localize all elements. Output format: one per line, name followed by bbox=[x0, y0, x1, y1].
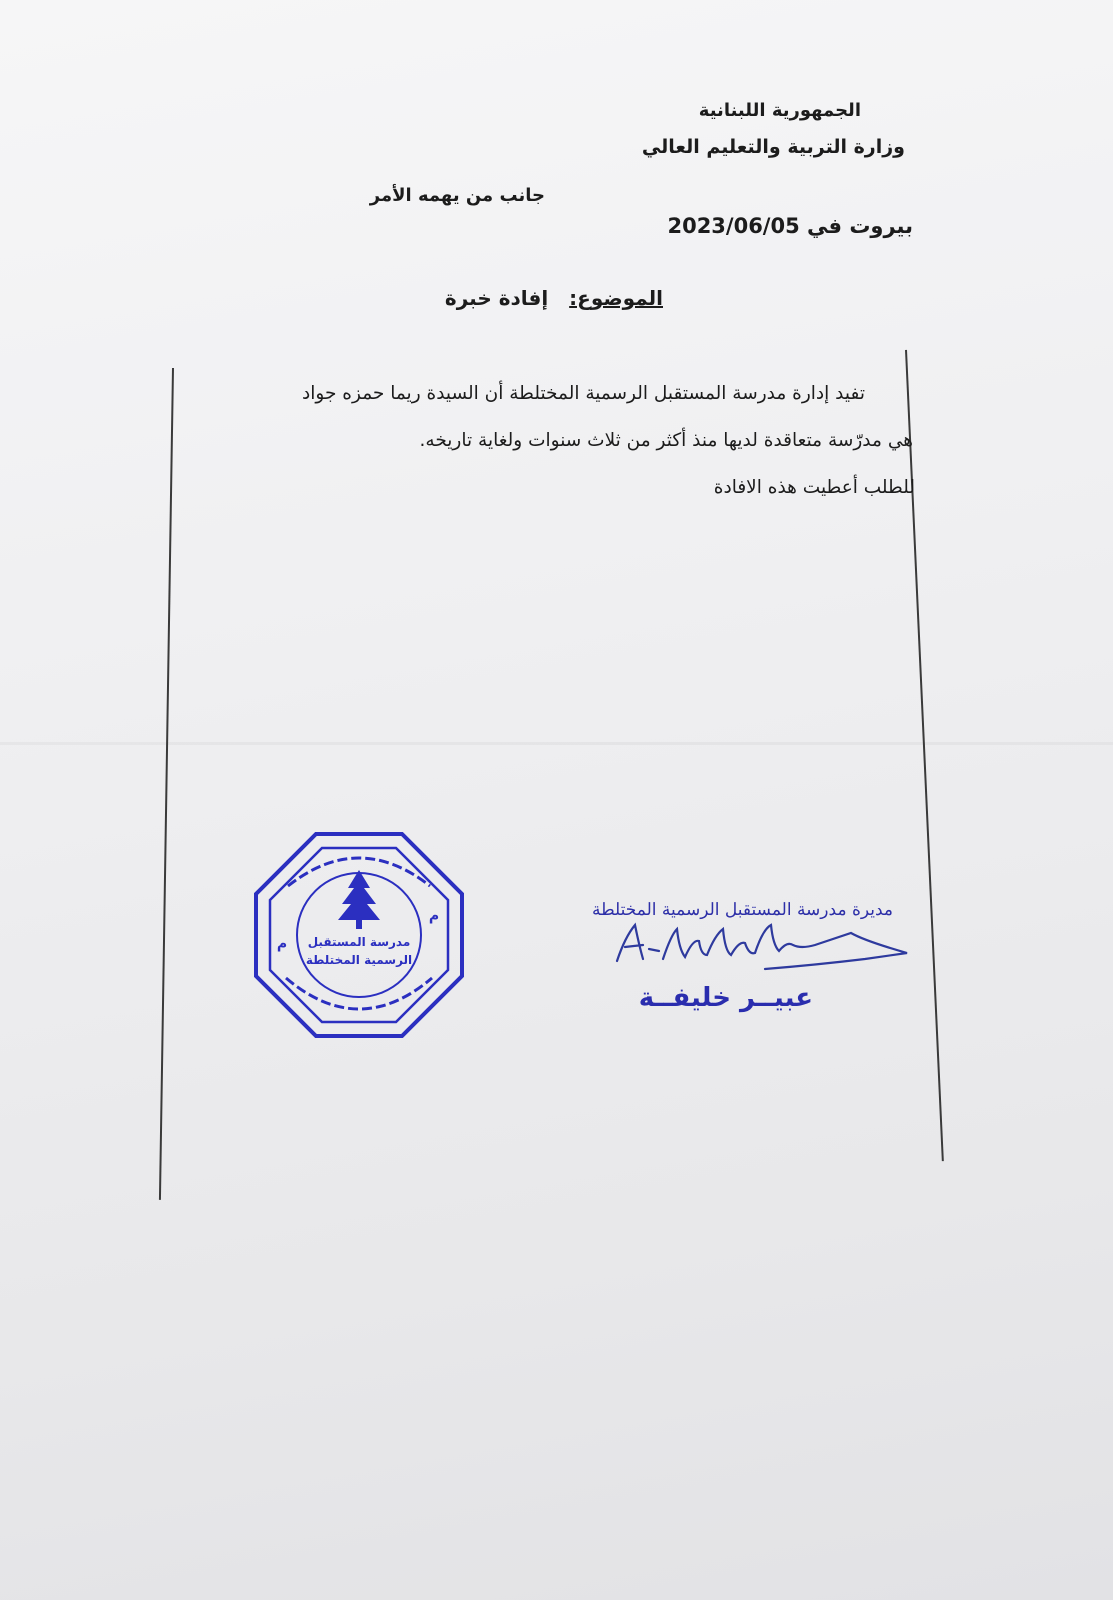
official-stamp bbox=[248, 828, 470, 1042]
stamp-center-text-1: مدرسة المستقبل bbox=[307, 935, 411, 949]
handwritten-signature bbox=[615, 915, 915, 975]
stamp-side-mark-left: م bbox=[276, 936, 288, 952]
subject-text: إفادة خبرة bbox=[444, 286, 549, 310]
recipient-line: جانب من يهمه الأمر bbox=[369, 185, 545, 206]
signer-name: عبيــر خليفــة bbox=[638, 983, 813, 1013]
subject-label: الموضوع: bbox=[569, 286, 663, 310]
right-margin-line bbox=[905, 350, 943, 1161]
body-line-2: هي مدرّسة متعاقدة لديها منذ أكثر من ثلاث سنوات ولغاية تاريخه. bbox=[419, 430, 913, 451]
stamp-center-text-2: الرسمية المختلطة bbox=[305, 953, 413, 967]
stamp-side-mark-right: م bbox=[428, 908, 440, 924]
signer-title: مديرة مدرسة المستقبل الرسمية المختلطة bbox=[591, 900, 893, 920]
body-line-3: للطلب أعطيت هذه الافادة bbox=[713, 477, 915, 498]
left-margin-line bbox=[159, 368, 174, 1200]
body-line-1: تفيد إدارة مدرسة المستقبل الرسمية المختلطة أن السيدة ريما حمزه جواد bbox=[302, 383, 865, 404]
date-line: بيروت في 2023/06/05 bbox=[667, 214, 913, 238]
letterhead-country: الجمهورية اللبنانية bbox=[698, 100, 861, 121]
subject-line bbox=[445, 286, 663, 310]
cedar-icon bbox=[338, 870, 380, 920]
letterhead-ministry: وزارة التربية والتعليم العالي bbox=[641, 136, 905, 158]
